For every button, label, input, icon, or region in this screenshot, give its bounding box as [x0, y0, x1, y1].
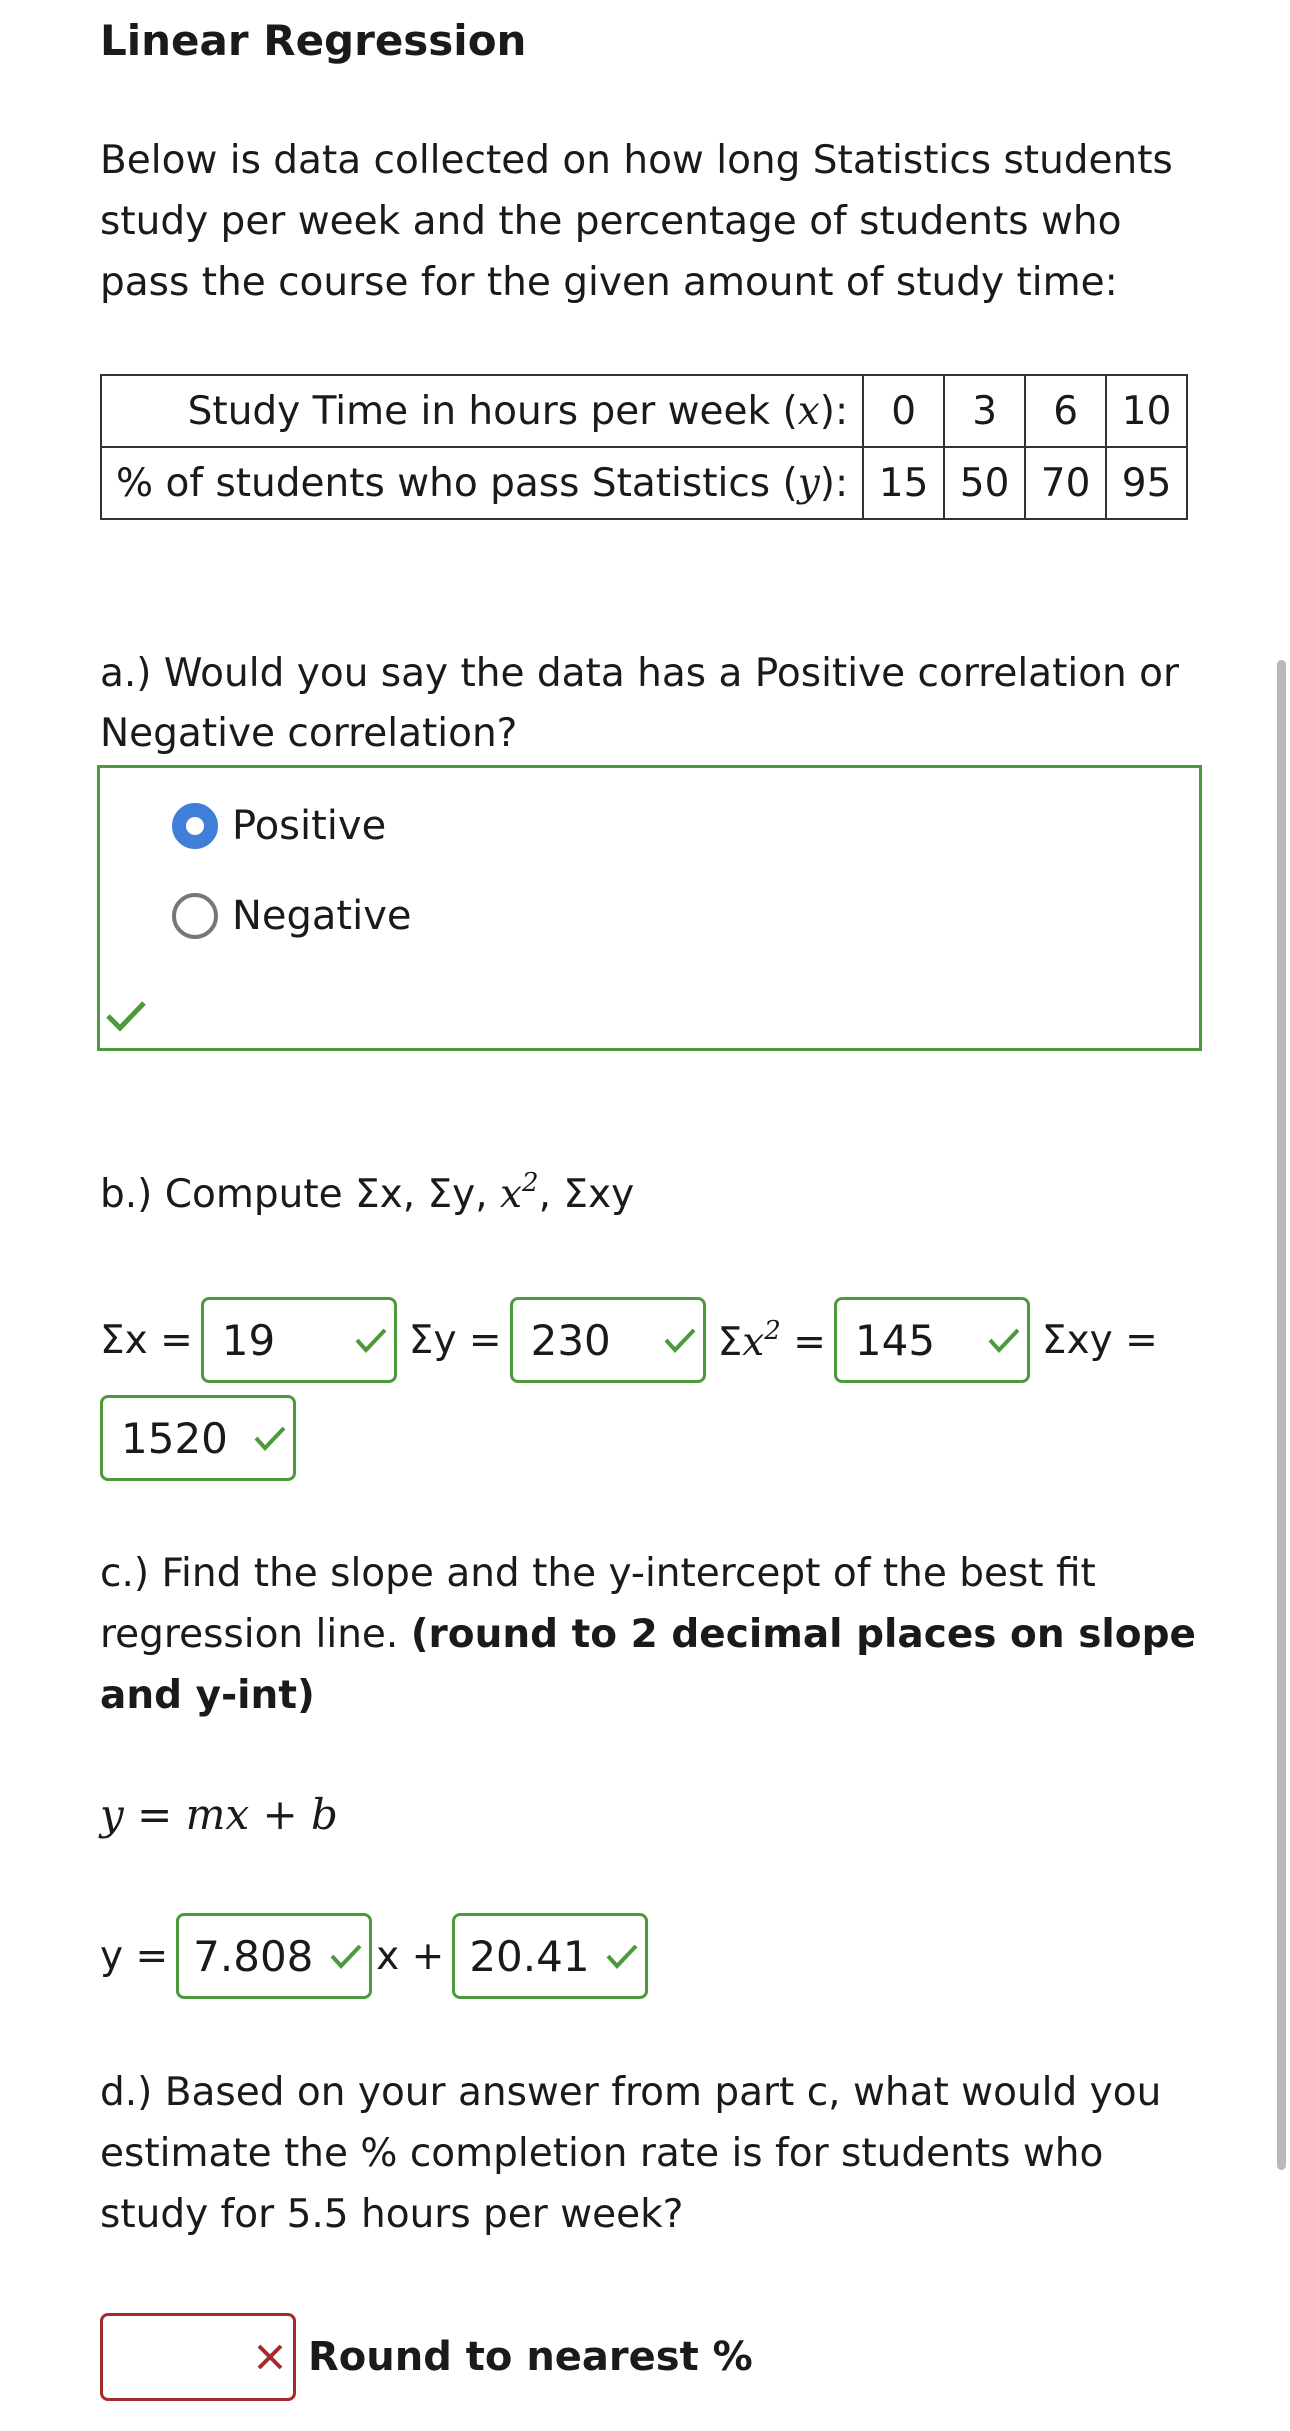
row-label: Study Time in hours per week: [187, 388, 771, 434]
row-variable: x: [797, 388, 820, 434]
check-icon: [605, 1942, 639, 1970]
check-icon: [104, 998, 148, 1034]
question-text: c.) Find the slope and the y-intercept of the best fit regression line.: [100, 1551, 1096, 1657]
option-label: Negative: [232, 893, 412, 939]
sum-y-label: Σy =: [408, 1317, 502, 1363]
sums-row: [100, 1297, 1166, 1383]
input-value: 19: [221, 1315, 276, 1365]
x-mark-icon: [255, 2342, 285, 2372]
sum-x-squared-label: [718, 1316, 826, 1365]
part-c-question: [100, 1543, 1220, 1726]
radio-unselected-icon[interactable]: [172, 893, 218, 939]
table-cell: 15: [863, 447, 944, 519]
part-d-question: d.) Based on your answer from part c, what would you estimate the % completion rate is for students who study for 5.5 hours per week?: [100, 2070, 1162, 2237]
formula-rhs: mx + b: [185, 1790, 338, 1839]
option-negative[interactable]: [172, 893, 412, 939]
check-icon: [253, 1424, 287, 1452]
option-label: Positive: [232, 803, 387, 849]
page-title: Linear Regression: [100, 16, 527, 65]
row-label: % of students who pass Statistics: [116, 460, 771, 506]
table-cell: 95: [1106, 447, 1187, 519]
sum-symbol: Σ: [717, 1319, 743, 1365]
data-table: [100, 374, 1188, 520]
row-header-pass-rate: % of students who pass Statistics (y):: [101, 447, 863, 519]
check-icon: [663, 1326, 697, 1354]
part-b-question: [100, 1168, 634, 1217]
input-value: 7.808: [193, 1931, 314, 1981]
rounding-instruction: Round to nearest %: [308, 2334, 753, 2380]
table-row: [101, 375, 1187, 447]
sum-x-squared-input[interactable]: [834, 1297, 1030, 1383]
sum-x-squared-symbol: $x^2$: [500, 1168, 539, 1217]
formula-eq: =: [123, 1790, 186, 1839]
rounding-note: (round to 2 decimal places on slope and y-int): [100, 1612, 1196, 1718]
row-header-study-time: Study Time in hours per week (x):: [101, 375, 863, 447]
regression-formula: [100, 1790, 338, 1839]
sum-x-label: Σx =: [100, 1317, 193, 1363]
formula-lhs: y: [100, 1790, 124, 1839]
table-cell: 70: [1025, 447, 1106, 519]
estimate-input[interactable]: [100, 2313, 296, 2401]
table-cell: 10: [1106, 375, 1187, 447]
option-positive[interactable]: [172, 803, 386, 849]
equals-sign: =: [793, 1319, 826, 1365]
x-squared-symbol: $x^2$: [742, 1315, 781, 1365]
part-d-answer-row: [100, 2313, 753, 2401]
part-a-question: a.) Would you say the data has a Positive correlation or Negative correlation?: [100, 651, 1180, 756]
part-a-answer-box: [97, 765, 1202, 1051]
regression-answer-row: [100, 1913, 648, 1999]
sum-y-input[interactable]: [510, 1297, 706, 1383]
y-label: y =: [100, 1933, 169, 1979]
scrollbar[interactable]: [1277, 660, 1286, 2170]
question-text: b.) Compute Σx, Σy,: [100, 1172, 501, 1217]
table-row: [101, 447, 1187, 519]
sum-xy-label: Σxy =: [1041, 1317, 1158, 1363]
check-icon: [987, 1326, 1021, 1354]
input-value: 230: [530, 1315, 611, 1365]
intro-text: Below is data collected on how long Statistics students study per week and the percentage of students who pass the course for the given amount of study time:: [100, 138, 1173, 305]
intercept-input[interactable]: [452, 1913, 648, 1999]
table-cell: 3: [944, 375, 1025, 447]
slope-input[interactable]: [176, 1913, 372, 1999]
row-variable: y: [797, 460, 820, 506]
input-value: 20.41: [469, 1931, 590, 1981]
check-icon: [329, 1942, 363, 1970]
check-icon: [354, 1326, 388, 1354]
x-plus-label: x +: [376, 1933, 445, 1979]
radio-selected-icon[interactable]: [172, 803, 218, 849]
sum-x-input[interactable]: [201, 1297, 397, 1383]
question-text: , Σxy: [538, 1172, 635, 1217]
input-value: 1520: [121, 1413, 228, 1463]
table-cell: 50: [944, 447, 1025, 519]
sums-row-2: [100, 1395, 296, 1481]
table-cell: 0: [863, 375, 944, 447]
input-value: 145: [854, 1315, 936, 1365]
sum-xy-input[interactable]: [100, 1395, 296, 1481]
table-cell: 6: [1025, 375, 1106, 447]
